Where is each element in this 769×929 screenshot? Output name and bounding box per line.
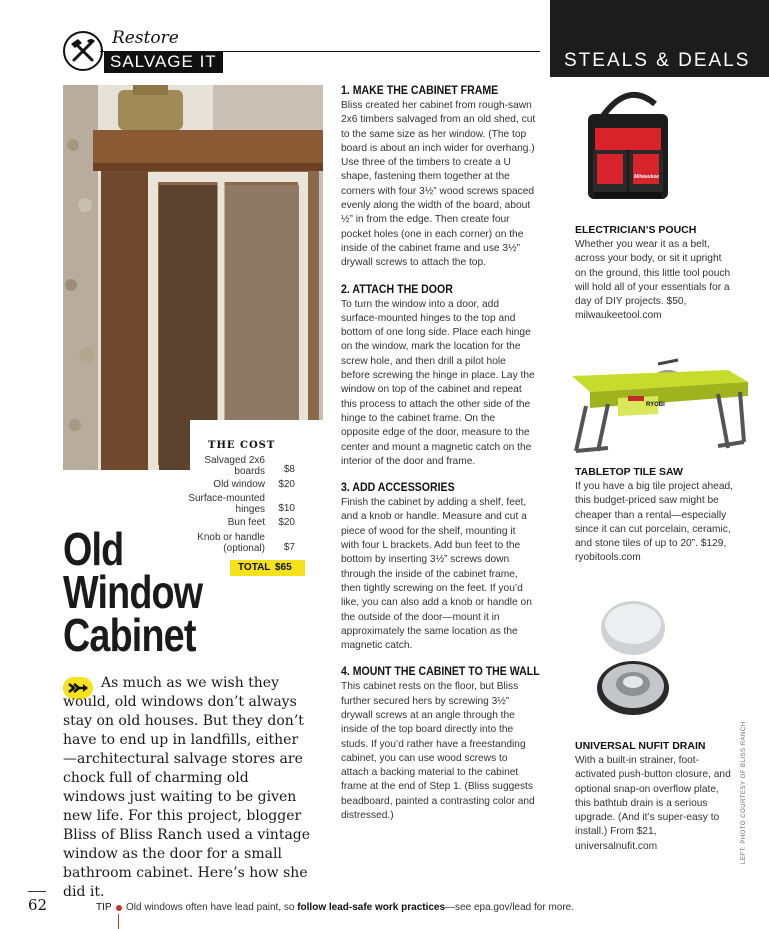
cost-price: $10 bbox=[278, 503, 295, 514]
total-price: $65 bbox=[275, 562, 292, 573]
step-body: Finish the cabinet by adding a shelf, feet, and a knob or handle. Measure and cut a piece of wood for the shelf, mounting it with four L brackets. Add bun feet to the bottom by inserting 3½” screws down through the inside of the cabinet frame, then tightly screwing on the feet. If you’d like, you can also add a knob or handle on the outside of the door—mount it in approximately the same location as the magnetic catch. bbox=[341, 497, 532, 652]
tip-post: —see epa.gov/lead for more. bbox=[445, 902, 575, 913]
step-heading: 3. ADD ACCESSORIES bbox=[341, 480, 455, 495]
drain-image bbox=[595, 598, 675, 728]
title-line: Window bbox=[63, 566, 203, 618]
cabinet-photo bbox=[63, 85, 323, 470]
step-heading: 1. MAKE THE CABINET FRAME bbox=[341, 83, 499, 97]
tip-link[interactable]: follow lead-safe work practices bbox=[297, 902, 446, 913]
deal-heading: TABLETOP TILE SAW bbox=[575, 466, 683, 478]
deal-heading: UNIVERSAL NUFIT DRAIN bbox=[575, 740, 706, 752]
tip-text bbox=[126, 902, 574, 913]
deal-heading: ELECTRICIAN’S POUCH bbox=[575, 224, 697, 236]
cost-title: THE COST bbox=[208, 440, 276, 451]
deal-item bbox=[575, 224, 735, 324]
tip-pre: Old windows often have lead paint, so bbox=[126, 902, 298, 913]
title-line: Old bbox=[63, 523, 124, 575]
cost-item: Salvaged 2x6 boards bbox=[204, 455, 265, 477]
title-line: Cabinet bbox=[63, 609, 196, 661]
cost-price: $8 bbox=[283, 464, 295, 475]
step-heading: 4. MOUNT THE CABINET TO THE WALL bbox=[341, 664, 540, 679]
page-number: 62 bbox=[28, 896, 48, 914]
article-title bbox=[63, 523, 203, 661]
step-body: To turn the window into a door, add surface-mounted hinges to the top and bottom of one long side. Place each hinge on the window, mark the location for the screw hole, and then drill a pilot hole before screwing the hinge in place. Lay the window on top of the cabinet and repeat this process to attach the other side of the hinge to the cabinet frame. On the opposite edge of the door, measure to the center and mount a magnetic catch on the interior of the door and frame. bbox=[341, 298, 535, 467]
footer-rule bbox=[28, 891, 46, 892]
deal-item bbox=[575, 466, 735, 566]
deal-body: With a built-in strainer, foot-activated push-button closure, and optional snap-on overflow plate, this bathtub drain is a serious upgrade. (And it’s super-easy to install.) From $21, universalnufit.com bbox=[575, 755, 731, 852]
section-label: SALVAGE IT bbox=[104, 51, 223, 73]
intro-paragraph: As much as we wish they would, old windows don’t always stay on old houses. But they don’t have to end up in landfills, either—architectural salvage stores are chock full of charming old windows just waiting to be given new life. For this project, blogger Bliss of Bliss Ranch used a vintage window as the door for a small bathroom cabinet. Here’s how she did it. bbox=[63, 675, 311, 900]
cost-price: $20 bbox=[278, 479, 295, 490]
tip-stem bbox=[118, 914, 119, 929]
tile-saw-image bbox=[568, 356, 750, 456]
deal-body: Whether you wear it as a belt, across your body, or sit it upright on the ground, this little tool pouch will hold all of your essentials for a day of DIY projects. $50, milwaukeetool.com bbox=[575, 239, 731, 322]
total-label: TOTAL bbox=[238, 562, 271, 573]
step-body: Bliss created her cabinet from rough-sawn 2x6 timbers salvaged from an old shed, cut to the same size as her window. (The top board is about an inch wider for overhang.) Use three of the timbers to create a U shape, fastening them together at the corners with four 3½” wood screws spaced evenly along the width of the board, about ½” in from the edge. Then create four pocket holes (one in each corner) on the inside of the cabinet frame and use 3½” drywall screws to attach the top. bbox=[341, 100, 536, 269]
deal-body: If you have a big tile project ahead, this budget-priced saw might be cheaper than a rental—especially since it can cut porcelain, ceramic, and stone tiles of up to 20”. $129, ryobitools.com bbox=[575, 481, 734, 564]
step-heading: 2. ATTACH THE DOOR bbox=[341, 281, 453, 296]
cost-item: Old window bbox=[213, 479, 265, 490]
cost-item: Surface-mounted hinges bbox=[188, 493, 265, 515]
cost-item: Knob or handle (optional) bbox=[197, 532, 265, 554]
tip-dot-icon bbox=[116, 905, 122, 911]
deal-item bbox=[575, 740, 735, 854]
section-kicker: Restore bbox=[112, 28, 179, 48]
cost-price: $7 bbox=[283, 542, 295, 553]
saw-brand: RYOBI bbox=[646, 402, 665, 408]
sidebar-title: STEALS & DEALS bbox=[564, 50, 751, 71]
cost-price: $20 bbox=[278, 517, 295, 528]
tip-label: TIP bbox=[96, 902, 112, 913]
steps-column bbox=[341, 83, 540, 834]
step-body: This cabinet rests on the floor, but Bliss further secured hers by screwing 3½” drywall screws at an angle through the inside of the top board directly into the studs. If you’d rather have a freestanding cabinet, you can use wood screws to attach a backing material to the cabinet frame at the end of Step 1. (Bliss suggests beadboard, painted a contrasting color and distressed.) bbox=[341, 681, 535, 822]
tool-pouch-image bbox=[583, 86, 673, 211]
tools-icon bbox=[63, 31, 103, 71]
photo-credit: LEFT: PHOTO COURTESY OF BLISS RANCH bbox=[741, 721, 747, 864]
pouch-brand: Milwaukee bbox=[634, 174, 660, 180]
cost-item: Bun feet bbox=[227, 517, 265, 528]
